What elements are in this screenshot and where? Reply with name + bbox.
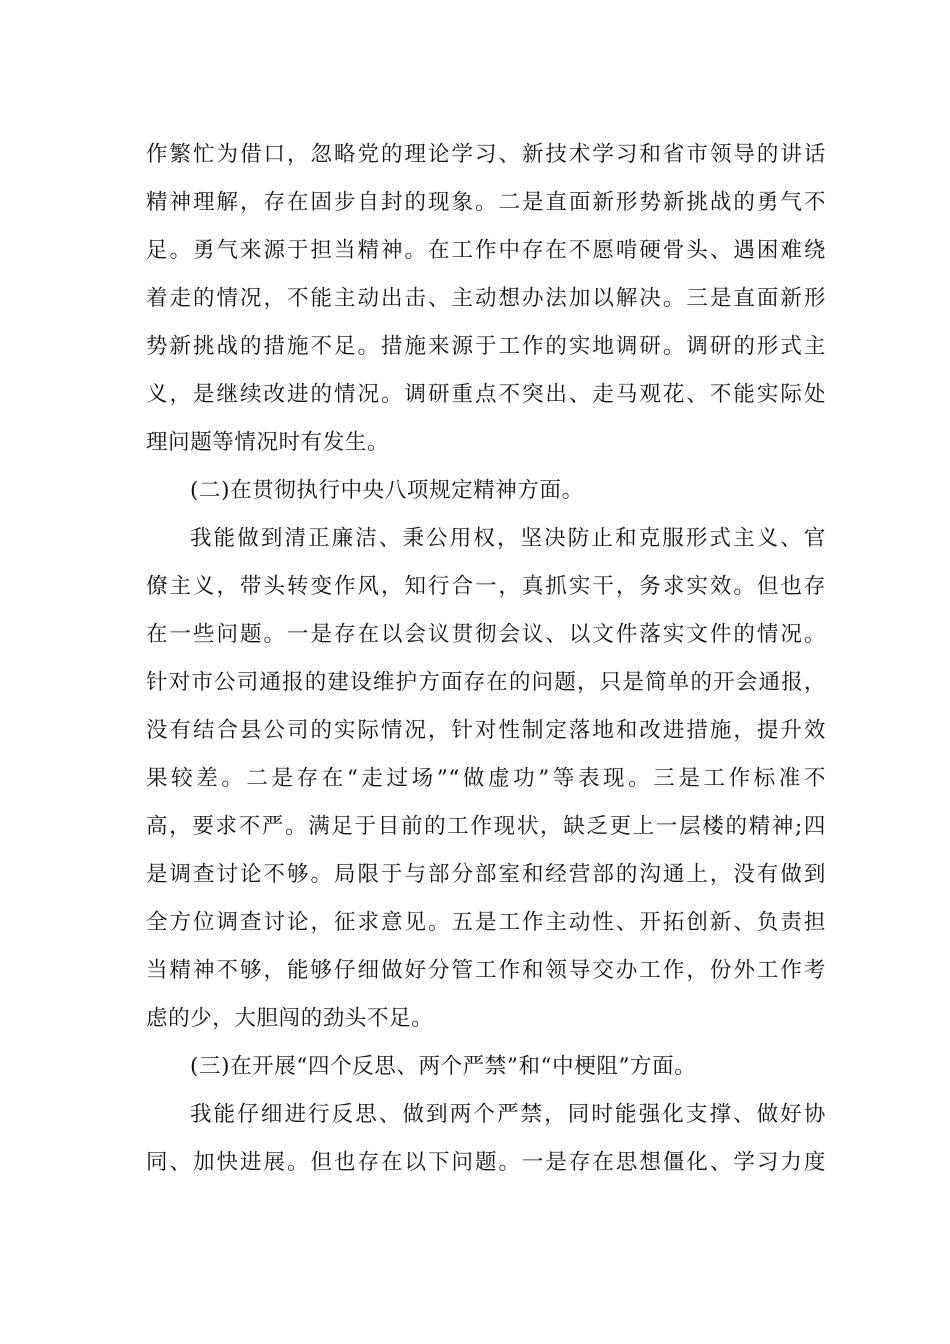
body-line: 着走的情况，不能主动出击、主动想办法加以解决。三是直面新形 bbox=[146, 286, 826, 311]
body-line: 僚主义，带头转变作风，知行合一，真抓实干，务求实效。但也存 bbox=[146, 574, 826, 599]
body-line: 理问题等情况时有发生。 bbox=[146, 430, 390, 455]
body-line: 虑的少，大胆闯的劲头不足。 bbox=[146, 1006, 434, 1031]
body-line: 义，是继续改进的情况。调研重点不突出、走马观花、不能实际处 bbox=[146, 382, 826, 407]
body-line: 是调查讨论不够。局限于与部分部室和经营部的沟通上，没有做到 bbox=[146, 862, 826, 887]
body-line: 我能做到清正廉洁、秉公用权，坚决防止和克服形式主义、官 bbox=[190, 526, 826, 551]
body-line: 全方位调查讨论，征求意见。五是工作主动性、开拓创新、负责担 bbox=[146, 910, 826, 935]
body-line: 我能仔细进行反思、做到两个严禁，同时能强化支撑、做好协 bbox=[190, 1102, 826, 1127]
section-heading: (二)在贯彻执行中央八项规定精神方面。 bbox=[190, 478, 584, 503]
body-line: 果较差。二是存在“走过场”“做虚功”等表现。三是工作标准不 bbox=[146, 766, 826, 791]
body-line: 同、加快进展。但也存在以下问题。一是存在思想僵化、学习力度 bbox=[146, 1150, 826, 1175]
body-line: 当精神不够，能够仔细做好分管工作和领导交办工作，份外工作考 bbox=[146, 958, 826, 983]
section-heading: (三)在开展“四个反思、两个严禁”和“中梗阻”方面。 bbox=[190, 1054, 697, 1079]
body-line: 在一些问题。一是存在以会议贯彻会议、以文件落实文件的情况。 bbox=[146, 622, 826, 647]
body-line: 没有结合县公司的实际情况，针对性制定落地和改进措施，提升效 bbox=[146, 718, 826, 743]
body-line: 高，要求不严。满足于目前的工作现状，缺乏更上一层楼的精神;四 bbox=[146, 814, 826, 839]
body-line: 精神理解，存在固步自封的现象。二是直面新形势新挑战的勇气不 bbox=[146, 190, 826, 215]
body-line: 针对市公司通报的建设维护方面存在的问题，只是简单的开会通报， bbox=[146, 670, 826, 695]
body-line: 作繁忙为借口，忽略党的理论学习、新技术学习和省市领导的讲话 bbox=[146, 142, 826, 167]
document-body bbox=[146, 131, 826, 1187]
body-line: 势新挑战的措施不足。措施来源于工作的实地调研。调研的形式主 bbox=[146, 334, 826, 359]
body-line: 足。勇气来源于担当精神。在工作中存在不愿啃硬骨头、遇困难绕 bbox=[146, 238, 826, 263]
